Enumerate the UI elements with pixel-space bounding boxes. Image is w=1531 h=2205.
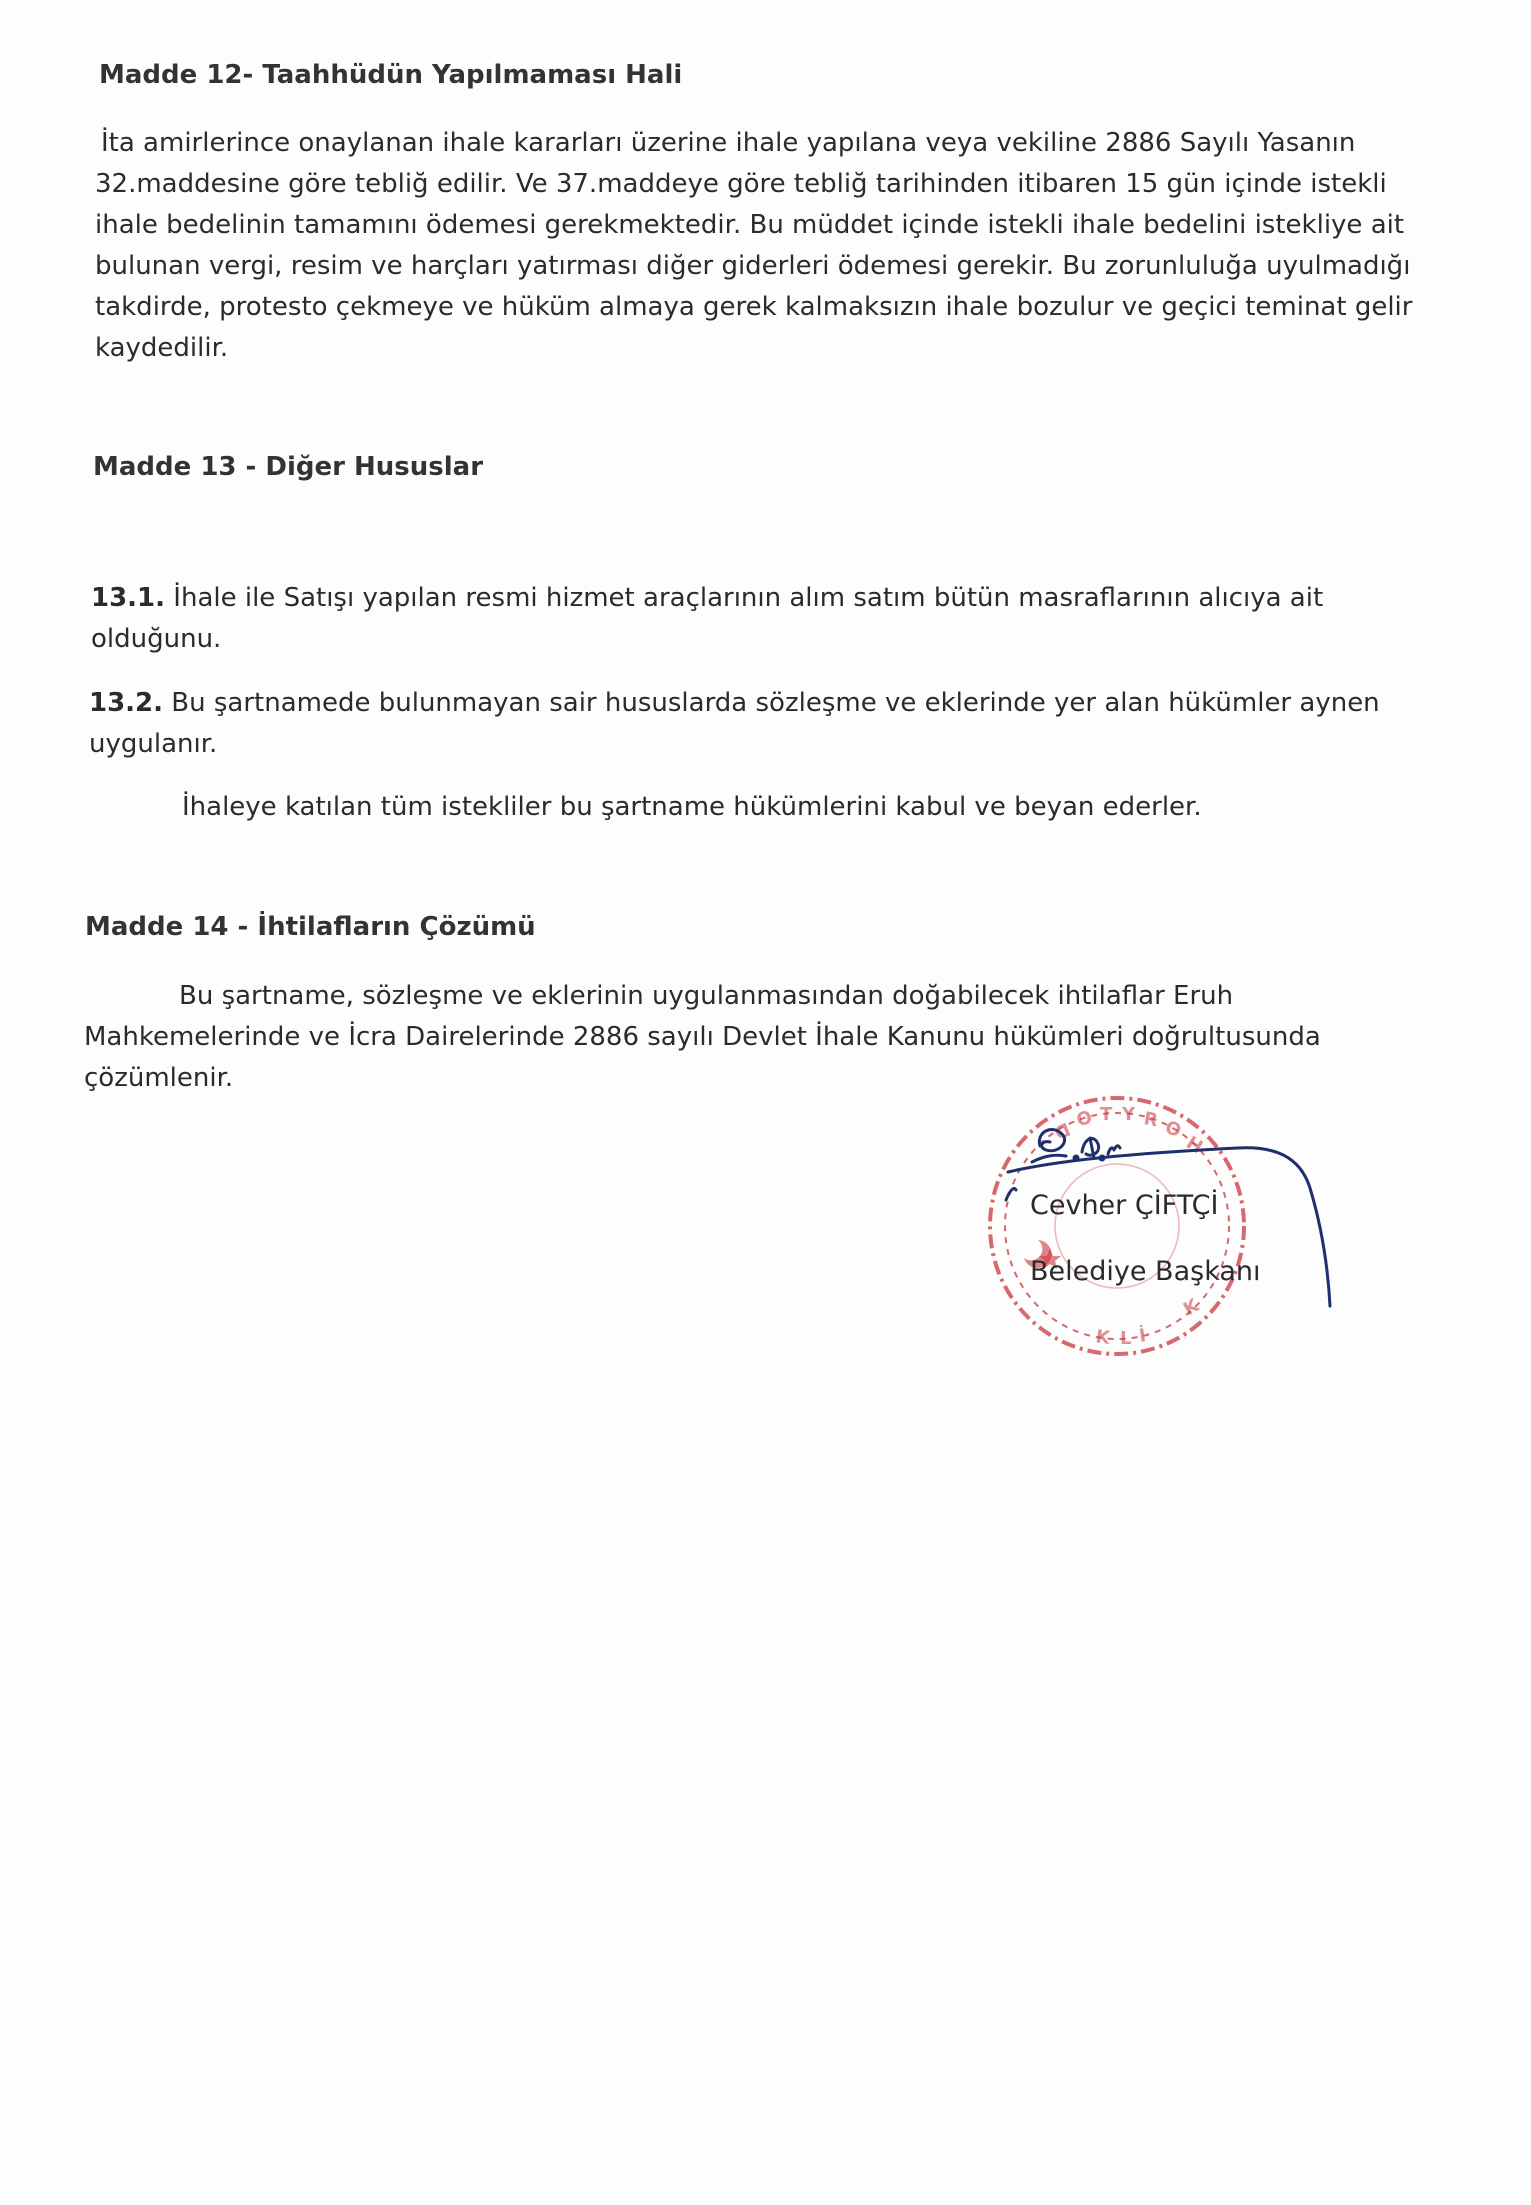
signatory-name: Cevher ÇİFTÇİ (1030, 1190, 1219, 1221)
item-text: Bu şartnamede bulunmayan sair hususlarda sözleşme ve eklerinde yer alan hükümler aynen (171, 688, 1380, 718)
svg-text:Y: Y (1122, 1104, 1136, 1125)
madde-14-heading: Madde 14 - İhtilafların Çözümü (85, 912, 536, 942)
madde-13-item-2 (89, 683, 1380, 765)
svg-text:O: O (1074, 1107, 1095, 1131)
handwritten-signature-icon (990, 1110, 1340, 1320)
svg-text:K: K (1180, 1295, 1203, 1321)
madde-14-line: Bu şartname, sözleşme ve eklerinin uygulanmasından doğabilecek ihtilaflar Eruh (179, 981, 1234, 1011)
madde-12-line: ihale bedelinin tamamını ödemesi gerekmektedir. Bu müddet içinde istekli ihale bedelini istekliye ait (95, 210, 1405, 240)
svg-text:T: T (1100, 1104, 1113, 1125)
madde-12-line: takdirde, protesto çekmeye ve hüküm almaya gerek kalmaksızın ihale bozulur ve geçici teminat gelir (95, 292, 1413, 322)
item-number: 13.1. (91, 583, 166, 613)
madde-14-line: çözümlenir. (84, 1063, 234, 1093)
svg-text:L: L (1120, 1328, 1132, 1349)
madde-12-body (95, 123, 1412, 369)
madde-13-item-2-line (89, 683, 1380, 724)
madde-12-line: kaydedilir. (95, 333, 229, 363)
svg-text:H: H (1182, 1132, 1207, 1159)
madde-12-line: 32.maddesine göre tebliğ edilir. Ve 37.maddeye göre tebliğ tarihinden itibaren 15 gün içinde istekli (95, 169, 1387, 199)
signatory-title: Belediye Başkanı (1030, 1256, 1261, 1287)
item-number: 13.2. (89, 688, 164, 718)
madde-14-line: Mahkemelerinde ve İcra Dairelerinde 2886 sayılı Devlet İhale Kanunu hükümleri doğrultusunda (84, 1022, 1321, 1052)
svg-text:O: O (1162, 1116, 1184, 1142)
madde-13-item-1 (91, 578, 1323, 660)
svg-text:İ: İ (1137, 1325, 1148, 1347)
madde-12-heading: Madde 12- Taahhüdün Yapılmaması Hali (99, 60, 683, 90)
item-text: İhale ile Satışı yapılan resmi hizmet araçlarının alım satım bütün masraflarının alıcıya ait (173, 583, 1324, 613)
madde-12-line: İta amirlerince onaylanan ihale kararları üzerine ihale yapılana veya vekiline 2886 Sayılı Yasanın (101, 128, 1356, 158)
svg-text:K: K (1094, 1326, 1112, 1349)
madde-12-line: bulunan vergi, resim ve harçları yatırması diğer giderleri ödemesi gerekir. Bu zorunluluğa uyulmadığı (95, 251, 1411, 281)
madde-13-item-1-line (91, 578, 1323, 619)
madde-13-item-1-line: olduğunu. (91, 624, 222, 654)
madde-13-item-2-line: uygulanır. (89, 729, 218, 759)
svg-text:ᗡ: ᗡ (1052, 1119, 1074, 1145)
madde-13-closing: İhaleye katılan tüm istekliler bu şartname hükümlerini kabul ve beyan ederler. (182, 792, 1202, 822)
svg-text:R: R (1142, 1108, 1160, 1132)
madde-13-heading: Madde 13 - Diğer Hususlar (93, 452, 484, 482)
